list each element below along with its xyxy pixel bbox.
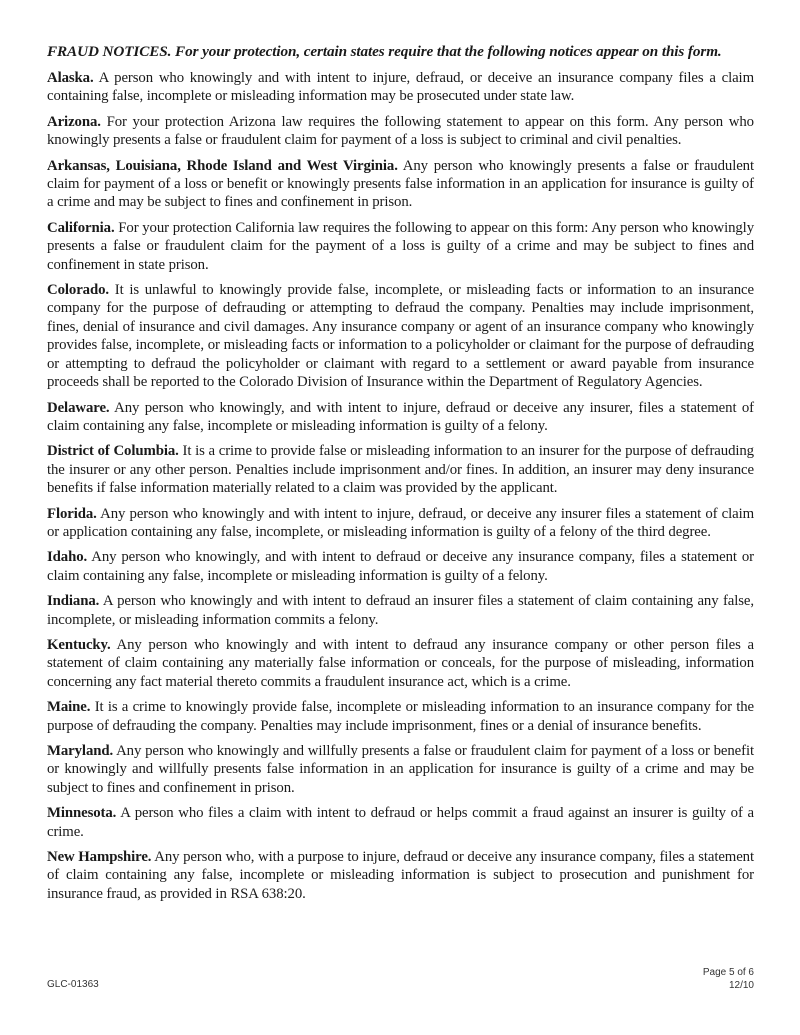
notice-text: It is unlawful to knowingly provide false, incomplete, or misleading facts or information to an insurance company for the purpose of defrauding or attempting to defraud the company. Penalties may include imprisonment, fines, denial of insurance and civil damages. Any insurance company or agent of an insurance company who knowingly provides false, incomplete, or misleading facts or information to a policyholder or claimant for the purpose of defrauding or attempting to defraud the policyholder or claimant with regard to a settlement or award payable from insurance proceeds shall be reported to the Colorado Division of Insurance within the Department of Regulatory Agencies. bbox=[47, 282, 754, 391]
notice-florida bbox=[47, 505, 754, 542]
state-name: Minnesota. bbox=[47, 805, 117, 822]
page-number: Page 5 of 6 bbox=[702, 967, 754, 978]
notice-delaware bbox=[47, 399, 754, 436]
notice-alaska bbox=[47, 69, 754, 106]
notice-text: Any person who knowingly and with intent to defraud any insurance company or other person files a statement of claim containing any materially false information or conceals, for the purpose of misleading, information concerning any fact material thereto commits a fraudulent insurance act, which is a crime. bbox=[47, 636, 754, 690]
state-name: Maryland. bbox=[47, 743, 114, 759]
document-body bbox=[47, 42, 754, 910]
notice-arizona bbox=[47, 113, 754, 150]
notice-minnesota bbox=[47, 804, 754, 841]
form-number: GLC-01363 bbox=[47, 979, 99, 990]
notice-maryland bbox=[47, 742, 754, 797]
notice-text: For your protection California law requires the following to appear on this form: Any person who knowingly presents a false or fraudulent claim for the payment of a loss is guilty of a crime and may be subject to fines and confinement in state prison. bbox=[47, 219, 754, 273]
notice-arkansas-louisiana-ri-wv bbox=[47, 157, 754, 212]
state-name: California. bbox=[47, 219, 115, 236]
notice-text: Any person who knowingly, and with intent to injure, defraud or deceive any insurer, files a statement of claim containing any false, incomplete or misleading information is guilty of a felony. bbox=[47, 399, 754, 434]
state-name: New Hampshire. bbox=[47, 849, 152, 866]
state-name: Idaho. bbox=[47, 549, 88, 566]
notice-colorado bbox=[47, 281, 754, 391]
notice-idaho bbox=[47, 548, 754, 585]
state-name: Indiana. bbox=[47, 593, 100, 610]
notice-kentucky bbox=[47, 636, 754, 691]
state-name: District of Columbia. bbox=[47, 443, 179, 460]
fraud-notices-heading: FRAUD NOTICES. For your protection, certain states require that the following notices appear on this form. bbox=[47, 43, 722, 60]
notice-text: For your protection Arizona law requires the following statement to appear on this form. Any person who knowingly presents a false or fraudulent claim for payment of a loss is subject to criminal and civil penalties. bbox=[47, 113, 754, 149]
state-name: Florida. bbox=[47, 505, 97, 522]
notice-text: Any person who knowingly presents a false or fraudulent claim for payment of a loss or benefit or knowingly presents false information in an application for insurance is guilty of a crime and may be subject to fines and confinement in prison. bbox=[47, 157, 754, 211]
state-name: Arkansas, Louisiana, Rhode Island and West Virginia. bbox=[47, 157, 398, 174]
notice-text: A person who files a claim with intent to defraud or helps commit a fraud against an insurer is guilty of a crime. bbox=[47, 805, 754, 840]
state-name: Maine. bbox=[47, 699, 91, 716]
notice-text: It is a crime to knowingly provide false, incomplete or misleading information to an insurance company for the purpose of defrauding the company. Penalties may include imprisonment, fines or a denial of insurance benefits. bbox=[47, 699, 754, 734]
notice-district-of-columbia bbox=[47, 442, 754, 497]
notice-text: Any person who, with a purpose to injure, defraud or deceive any insurance company, files a statement of claim containing any false, incomplete or misleading information is subject to prosecution and punishment for insurance fraud, as provided in RSA 638:20. bbox=[47, 849, 754, 902]
state-name: Colorado. bbox=[47, 282, 109, 299]
notice-new-hampshire bbox=[47, 848, 754, 903]
notice-california bbox=[47, 219, 754, 274]
state-name: Delaware. bbox=[47, 399, 110, 416]
notice-text: A person who knowingly and with intent to injure, defraud, or deceive an insurance company files a claim containing false, incomplete or misleading information may be prosecuted under state law. bbox=[47, 70, 754, 105]
state-name: Arizona. bbox=[47, 113, 101, 130]
notice-text: A person who knowingly and with intent to defraud an insurer files a statement of claim containing any false, incomplete, or misleading information commits a felony. bbox=[47, 593, 754, 628]
notice-text: Any person who knowingly and willfully presents a false or fraudulent claim for payment of a loss or benefit or knowingly and willfully presents false information in an application for insurance is guilty of a crime and may be subject to fines and confinement in prison. bbox=[47, 743, 754, 796]
notice-text: Any person who knowingly and with intent to injure, defraud, or deceive any insurer files a statement of claim or application containing any false, incomplete, or misleading information is guilty of a felony of the third degree. bbox=[47, 505, 754, 540]
notice-indiana bbox=[47, 592, 754, 629]
revision-date: 12/10 bbox=[728, 980, 754, 991]
notice-text: It is a crime to provide false or misleading information to an insurer for the purpose of defrauding the insurer or any other person. Penalties include imprisonment and/or fines. In addition, an insurer may deny insurance benefits if false information materially related to a claim was provided by the applicant. bbox=[47, 443, 754, 497]
state-name: Alaska. bbox=[47, 70, 94, 86]
state-name: Kentucky. bbox=[47, 636, 111, 653]
notice-text: Any person who knowingly, and with intent to defraud or deceive any insurance company, files a statement or claim containing any false, incomplete or misleading information is guilty of a felony. bbox=[47, 549, 754, 584]
notice-maine bbox=[47, 698, 754, 735]
page-info bbox=[703, 966, 754, 992]
